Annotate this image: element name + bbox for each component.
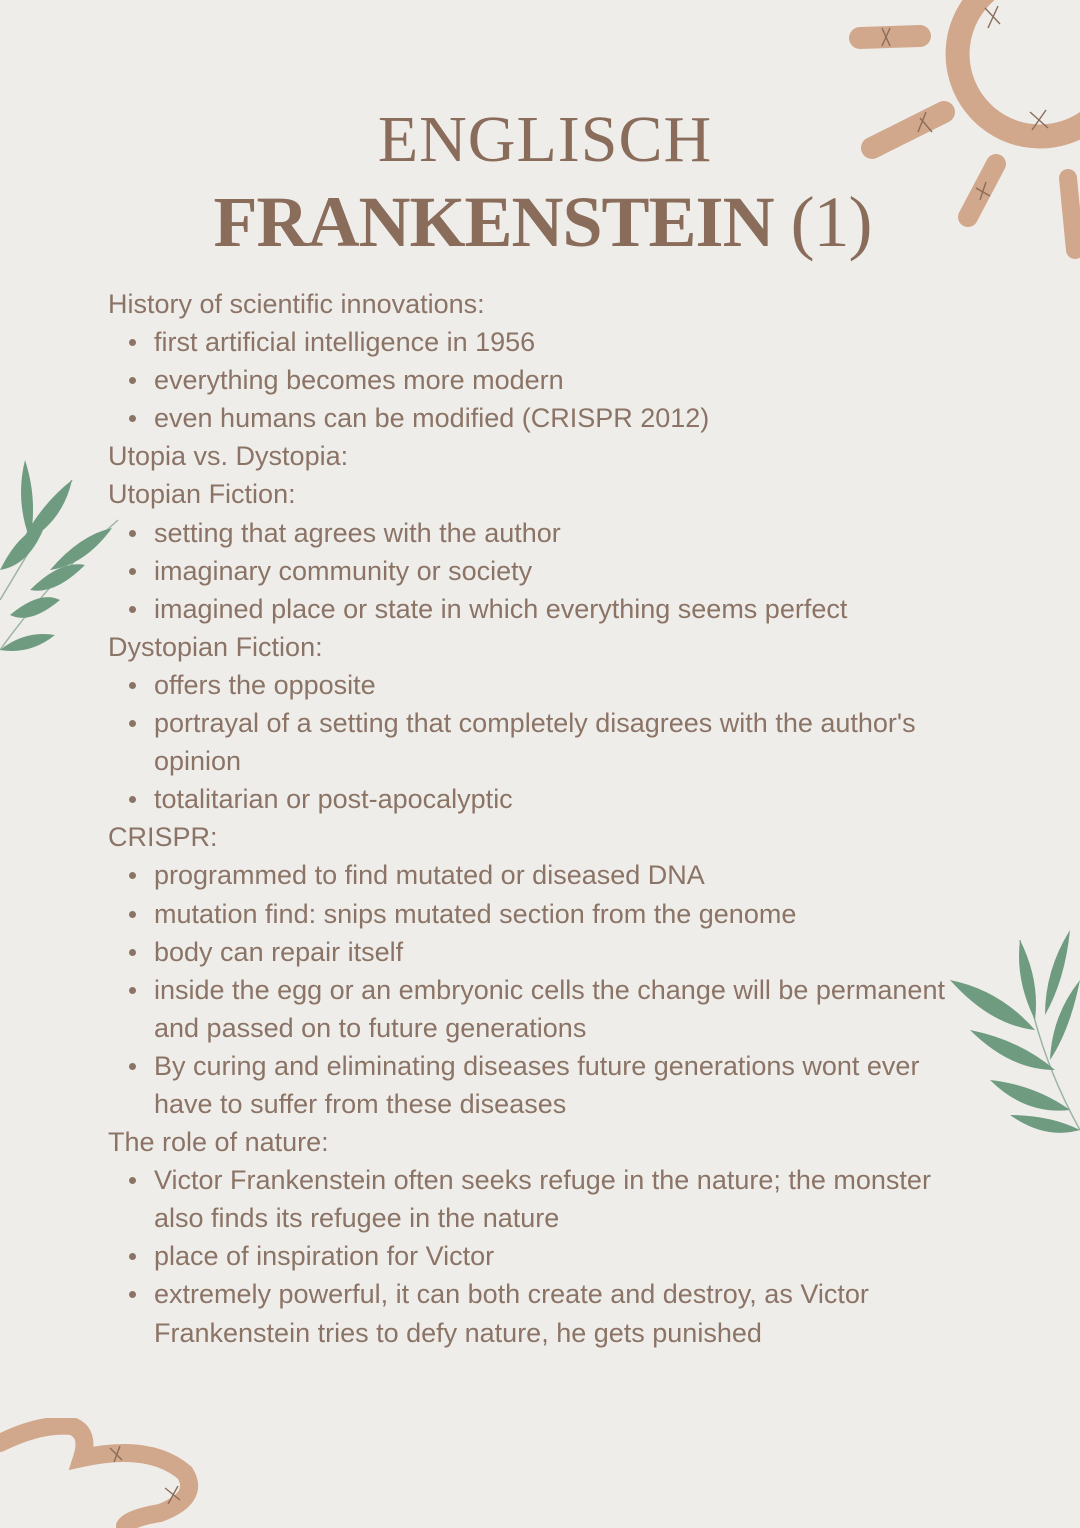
bullet-list: [108, 323, 978, 437]
bullet-item: portrayal of a setting that completely disagrees with the author's opinion: [108, 704, 978, 780]
bullet-item: extremely powerful, it can both create and destroy, as Victor Frankenstein tries to defy nature, he gets punished: [108, 1275, 978, 1351]
bullet-item: programmed to find mutated or diseased DNA: [108, 856, 978, 894]
bullet-list: [108, 1161, 978, 1351]
bullet-item: even humans can be modified (CRISPR 2012): [108, 399, 978, 437]
bullet-item: everything becomes more modern: [108, 361, 978, 399]
bullet-item: setting that agrees with the author: [108, 514, 978, 552]
bullet-item: inside the egg or an embryonic cells the change will be permanent and passed on to future generations: [108, 971, 978, 1047]
note-section: [108, 285, 978, 437]
note-section: [108, 475, 978, 627]
bullet-item: first artificial intelligence in 1956: [108, 323, 978, 361]
bullet-item: totalitarian or post-apocalyptic: [108, 780, 978, 818]
section-heading: The role of nature:: [108, 1127, 329, 1158]
page-title: [0, 180, 1080, 264]
bullet-item: place of inspiration for Victor: [108, 1237, 978, 1275]
title-number: (1): [790, 182, 872, 262]
section-heading: Dystopian Fiction:: [108, 631, 323, 662]
bullet-item: Victor Frankenstein often seeks refuge in the nature; the monster also finds its refugee in the nature: [108, 1161, 978, 1237]
title-text: FRANKENSTEIN: [213, 182, 774, 262]
note-section: [108, 628, 978, 818]
bullet-list: [108, 514, 978, 628]
note-section: [108, 818, 978, 1123]
page-subtitle: ENGLISCH: [377, 103, 713, 176]
bullet-item: imagined place or state in which everything seems perfect: [108, 590, 978, 628]
bullet-item: By curing and eliminating diseases future generations wont ever have to suffer from these diseases: [108, 1047, 978, 1123]
page-header: [0, 100, 1080, 264]
note-section: [108, 437, 978, 475]
section-heading: History of scientific innovations:: [108, 289, 485, 319]
section-heading: Utopia vs. Dystopia:: [108, 441, 349, 472]
bullet-list: [108, 666, 978, 818]
section-heading: CRISPR:: [108, 822, 218, 853]
bullet-item: mutation find: snips mutated section from the genome: [108, 895, 978, 933]
squiggle-decoration-icon: [0, 1418, 220, 1528]
bullet-item: imaginary community or society: [108, 552, 978, 590]
bullet-list: [108, 856, 978, 1123]
bullet-item: offers the opposite: [108, 666, 978, 704]
bullet-item: body can repair itself: [108, 933, 978, 971]
note-section: [108, 1123, 978, 1352]
notes-content: [108, 285, 978, 1352]
section-heading: Utopian Fiction:: [108, 479, 296, 510]
